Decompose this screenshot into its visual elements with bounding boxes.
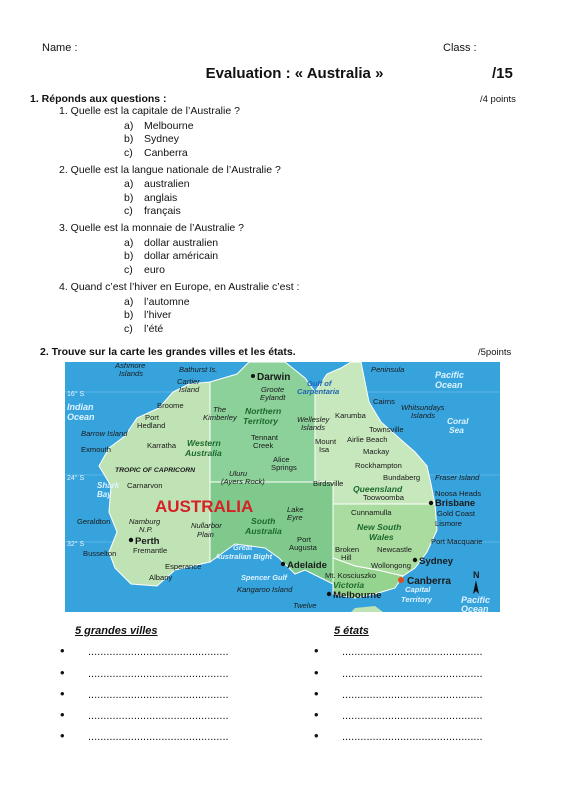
state-blank-4[interactable]: • .............................................. [314,707,483,722]
map-australia-wa: Australia [185,448,222,458]
map-port: Port [145,413,159,422]
map-western: Western [187,438,221,448]
total-score: /15 [492,65,513,82]
map-cunnamulla: Cunnamulla [351,508,392,517]
map-peninsula: Peninsula [371,365,405,374]
state-blank-3[interactable]: • .............................................. [314,686,483,701]
dot-adelaide [281,562,285,566]
q2-option-b: b) anglais [124,192,178,204]
q3-option-b: b) dollar américain [124,250,219,262]
map-pacific-1: Pacific [435,370,465,380]
map-uluru: Uluru [229,469,248,478]
map-islands-1: Islands [119,369,144,378]
q1-option-a: a) Melbourne [124,120,194,132]
map-namburg: Namburg [129,517,161,526]
map-lismore: Lismore [435,519,463,528]
q4-option-c: c) l’été [124,323,164,335]
dot-melbourne [327,592,331,596]
map-canberra: Canberra [407,576,451,587]
city-blank-4[interactable]: • .............................................. [60,707,229,722]
map-melbourne: Melbourne [333,590,382,601]
map-ocean-1: Ocean [435,380,463,390]
map-kangaroo: Kangaroo Island [237,585,293,594]
section2-points: /5points [478,347,512,358]
section2-heading: 2. Trouve sur la carte les grandes villes et les états. [40,346,296,358]
map-wollongong: Wollongong [371,561,411,570]
map-victoria: Victoria [333,580,365,590]
dot-perth [129,538,133,542]
map-plain: Plain [197,530,214,539]
map-kosciuszko: Mt. Kosciuszko [325,571,377,580]
map-port-macquarie: Port Macquarie [431,537,483,546]
q4-option-a: a) l’automne [124,296,190,308]
dot-darwin [251,374,255,378]
map-geraldton: Geraldton [77,517,111,526]
map-np: N.P. [139,525,153,534]
map-queensland: Queensland [353,484,403,494]
question-4: 4. Quand c’est l’hiver en Europe, en Australie c’est : [59,281,300,293]
map-eyre: Eyre [287,513,303,522]
map-wales: Wales [369,532,394,542]
map-isa: Isa [319,445,330,454]
map-24s: 24° S [67,475,85,482]
map-great: Great [233,543,253,552]
map-barrow: Barrow Island [81,429,128,438]
map-bundaberg: Bundaberg [383,473,421,482]
map-groote: Groote [261,385,285,394]
map-shark: Shark [97,481,120,490]
map-mackay: Mackay [363,447,390,456]
map-gold-coast: Gold Coast [437,509,475,518]
map-fremantle: Fremantle [133,546,168,555]
map-bathurst: Bathurst Is. [179,365,218,374]
section1-points: /4 points [480,94,516,105]
question-1: 1. Quelle est la capitale de l’Australie ? [59,105,240,117]
map-ocean-3: Ocean [461,604,489,612]
name-label: Name : [42,42,78,54]
map-australia-sa: Australia [245,526,282,536]
map-north-arrow: N [473,570,480,580]
map-territory: Territory [243,416,279,426]
map-toowoomba: Toowoomba [363,493,404,502]
map-gulf: Gulf of [307,379,332,388]
map-brisbane: Brisbane [435,497,476,508]
map-twelve: Twelve [293,601,317,610]
map-16s: 16° S [67,391,85,398]
q4-option-b: b) l’hiver [124,309,172,321]
map-wellesley: Wellesley [297,415,330,424]
map-adelaide: Adelaide [287,560,327,571]
city-blank-2[interactable]: • .............................................. [60,665,229,680]
map-32s: 32° S [67,541,85,548]
map-territory-2: Territory [401,595,432,604]
map-broome: Broome [157,401,184,410]
map-lake: Lake [287,505,304,514]
map-islands-3: Islands [411,411,436,420]
map-creek: Creek [253,441,274,450]
map-south: South [251,516,276,526]
section1-heading: 1. Réponds aux questions : [30,93,167,105]
map-hedland: Hedland [137,421,166,430]
map-eylandt: Eylandt [260,393,286,402]
map-coral: Coral [447,416,469,426]
map-northern: Northern [245,406,282,416]
map-sydney: Sydney [419,556,454,567]
dot-sydney [413,558,417,562]
map-ashmore: Ashmore [115,362,146,370]
map-tennant: Tennant [251,433,279,442]
map-broken: Broken [335,545,360,554]
map-fraser: Fraser Island [435,473,480,482]
map-svg [65,362,500,612]
state-blank-2[interactable]: • .............................................. [314,665,483,680]
q1-option-c: c) Canberra [124,147,188,159]
q3-option-a: a) dollar australien [124,237,219,249]
australia-map [65,362,500,612]
q1-option-b: b) Sydney [124,133,180,145]
dot-brisbane [429,501,433,505]
map-capital: Capital [405,585,431,594]
map-perth: Perth [135,536,160,547]
map-darwin: Darwin [257,372,291,383]
cities-heading: 5 grandes villes [75,625,158,637]
map-sea: Sea [449,425,464,435]
map-mount: Mount [315,437,337,446]
map-the: The [213,405,227,414]
map-islands-2: Islands [301,423,326,432]
map-karumba: Karumba [335,411,366,420]
map-bight: Australian Bight [215,552,273,561]
map-carnarvon: Carnarvon [127,481,163,490]
q2-option-a: a) australien [124,178,190,190]
map-rockhampton: Rockhampton [355,461,402,470]
question-3: 3. Quelle est la monnaie de l’Australie ? [59,222,245,234]
state-blank-5[interactable]: • .............................................. [314,728,483,743]
map-cairns: Cairns [373,397,395,406]
map-alice: Alice [273,455,290,464]
q2-option-c: c) français [124,205,181,217]
map-port-2: Port [297,535,311,544]
map-busselton: Busselton [83,549,117,558]
city-blank-5[interactable]: • .............................................. [60,728,229,743]
map-ocean-2: Ocean [67,412,95,422]
map-new-south: New South [357,522,402,532]
map-nullarbor: Nullarbor [191,521,222,530]
map-tropic: TROPIC OF CAPRICORN [115,467,196,474]
city-blank-3[interactable]: • .............................................. [60,686,229,701]
map-albany: Albany [149,573,173,582]
map-whitsundays: Whitsundays [401,403,445,412]
map-indian: Indian [67,402,94,412]
map-kimberley: Kimberley [203,413,237,422]
map-karratha: Karratha [147,441,177,450]
map-cartier: Cartier [177,377,200,386]
page-title: Evaluation : « Australia » [205,65,384,82]
map-australia-title: AUSTRALIA [155,497,254,516]
map-ayers: (Ayers Rock) [221,477,265,486]
map-carpentaria: Carpentaria [297,387,340,396]
question-2: 2. Quelle est la langue nationale de l’Australie ? [59,164,281,176]
dot-canberra [398,577,404,583]
map-augusta: Augusta [289,543,317,552]
states-heading: 5 états [334,625,369,637]
map-birdsville: Birdsville [313,479,344,488]
map-pacific-2: Pacific [461,595,491,605]
map-newcastle: Newcastle [377,545,413,554]
map-springs: Springs [271,463,297,472]
map-hill: Hill [341,553,352,562]
state-blank-1[interactable]: • .............................................. [314,643,483,658]
map-noosa: Noosa Heads [435,489,482,498]
map-bay: Bay [97,490,112,499]
map-esperance: Esperance [165,562,202,571]
q3-option-c: c) euro [124,264,166,276]
map-island: Island [179,385,200,394]
map-spencer: Spencer Gulf [241,573,287,582]
city-blank-1[interactable]: • .............................................. [60,643,229,658]
map-townsville: Townsville [369,425,404,434]
map-airlie: Airlie Beach [347,435,388,444]
class-label: Class : [443,42,477,54]
map-exmouth: Exmouth [81,445,111,454]
